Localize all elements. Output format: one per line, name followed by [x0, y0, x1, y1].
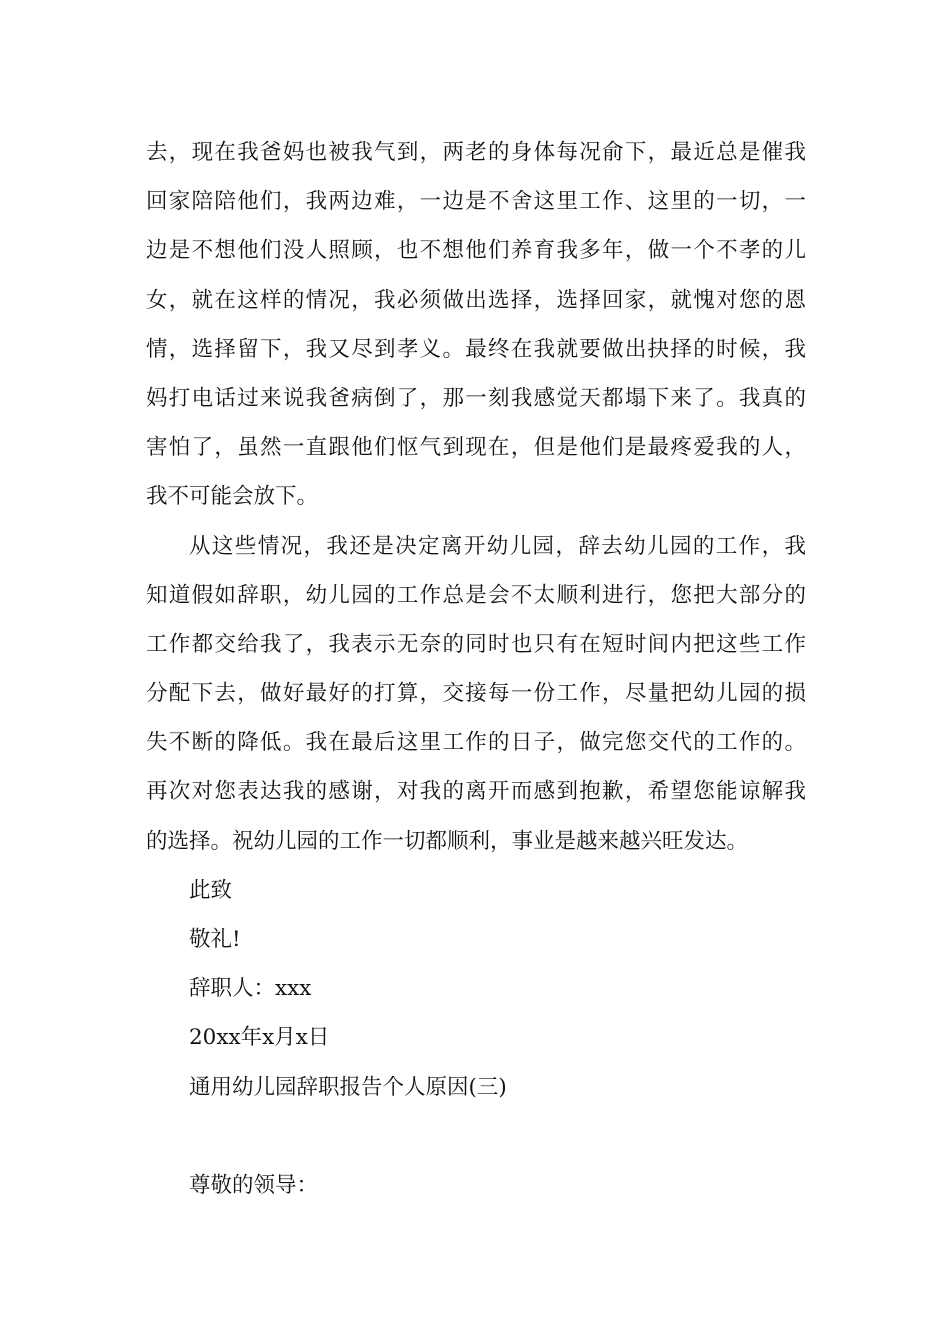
salutation-jing-li: 敬礼!: [189, 927, 241, 952]
section-title: 通用幼儿园辞职报告个人原因(三): [189, 1074, 507, 1100]
signer-line: 辞职人：xxx: [189, 976, 312, 1002]
paragraph-line: 我不可能会放下。: [146, 484, 319, 510]
paragraph-line: 女，就在这样的情况，我必须做出选择，选择回家，就愧对您的恩: [146, 287, 806, 313]
paragraph-1: [146, 128, 806, 522]
paragraph-line: 知道假如辞职，幼儿园的工作总是会不太顺利进行，您把大部分的: [146, 582, 806, 608]
paragraph-line: 边是不想他们没人照顾，也不想他们养育我多年，做一个不孝的儿: [146, 238, 806, 264]
paragraph-line: 工作都交给我了，我表示无奈的同时也只有在短时间内把这些工作: [146, 631, 806, 657]
paragraph-line: 回家陪陪他们，我两边难，一边是不舍这里工作、这里的一切，一: [146, 189, 806, 215]
paragraph-line: 从这些情况，我还是决定离开幼儿园，辞去幼儿园的工作，我: [189, 533, 806, 559]
closing-block: [146, 866, 806, 1063]
paragraph-line: 去，现在我爸妈也被我气到，两老的身体每况俞下，最近总是催我: [146, 140, 806, 165]
paragraph-2: [146, 522, 806, 866]
date-line: 20xx年x月x日: [189, 1025, 330, 1051]
paragraph-line: 情，选择留下，我又尽到孝义。最终在我就要做出抉择的时候，我: [146, 336, 806, 362]
paragraph-line: 妈打电话过来说我爸病倒了，那一刻我感觉天都塌下来了。我真的: [146, 385, 806, 411]
paragraph-line: 的选择。祝幼儿园的工作一切都顺利，事业是越来越兴旺发达。: [146, 828, 749, 854]
paragraph-line: 失不断的降低。我在最后这里工作的日子，做完您交代的工作的。: [146, 730, 806, 756]
paragraph-line: 分配下去，做好最好的打算，交接每一份工作，尽量把幼儿园的损: [146, 681, 806, 707]
paragraph-line: 再次对您表达我的感谢，对我的离开而感到抱歉，希望您能谅解我: [146, 779, 806, 805]
paragraph-line: 害怕了，虽然一直跟他们怄气到现在，但是他们是最疼爱我的人，: [146, 435, 806, 461]
salutation-ci-zhi: 此致: [189, 877, 233, 903]
blank-line: [146, 1112, 806, 1161]
greeting-line: 尊敬的领导：: [189, 1172, 319, 1198]
document-body: [146, 128, 806, 1210]
